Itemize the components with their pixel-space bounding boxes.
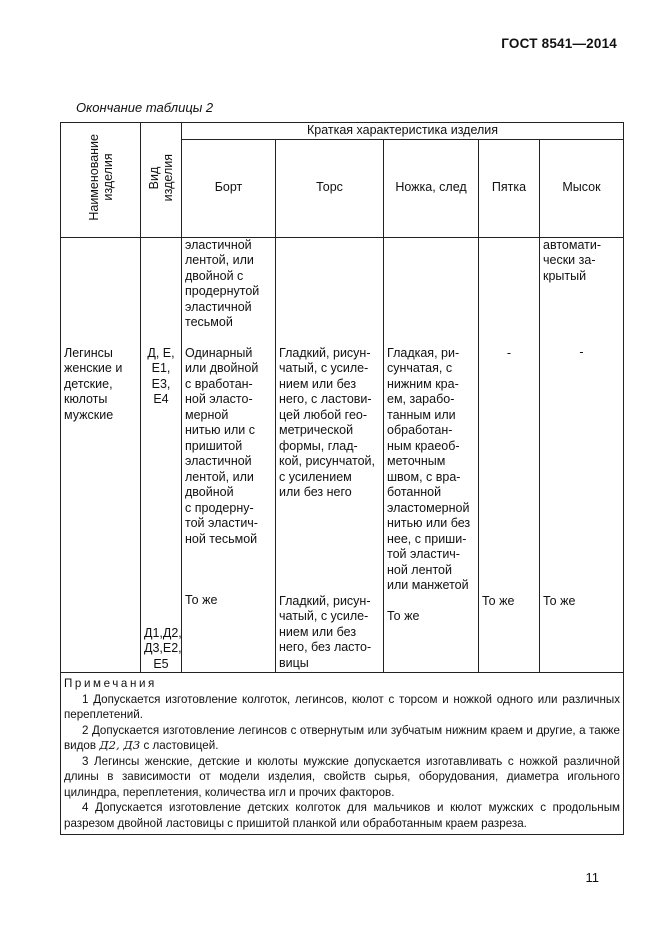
header-product-type: Вид изделия (141, 123, 182, 238)
note-1: 1 Допускается изготовление колготок, легинсов, кюлот с торсом и ножкой одного или различных переплетений. (64, 692, 621, 721)
note-2: 2 Допускается изготовление легинсов с отвернутым или зубчатым нижним краем и другие, а также видов Д2, Д3 с ластовицей. (64, 723, 621, 752)
page-number: 11 (585, 870, 599, 885)
table-notes (61, 673, 624, 835)
note-3: 3 Легинсы женские, детские и кюлоты мужские допускается изготавливать с ножкой различной длины в зависимости от модели изделия, свойств сырья, оборудования, диаметра игольного цилиндра, переплетения, количества игл и прочих факторов. (64, 754, 621, 799)
cell-name: Легинсы женские и детские, кюлоты мужские (61, 237, 141, 673)
note-2-codes: Д2, Д3 (99, 738, 141, 752)
cell-bort: эластичной лентой, или двойной с продернутой эластичной тесьмой Одинарный или двойной с вработан- ной эласто- мерной нитью или с пришитой эластичной лентой, или двойной с продерну- той эластич- ной тесьмой То же (182, 237, 276, 673)
standard-header: ГОСТ 8541—2014 (501, 36, 617, 51)
header-tors: Торс (276, 139, 384, 237)
cell-mysok: автомати- чески за- крытый - То же (540, 237, 624, 673)
cell-pyatka: - То же (479, 237, 540, 673)
header-nozhka: Ножка, след (384, 139, 479, 237)
cell-nozhka: Гладкая, ри- сунчатая, с нижним кра- ем, зарабо- танным или обработан- ным краеоб- меточным швом, с вра- ботанной эластомерной нитью или без нее, с приши- той эластич- ной лентой или манжетой То же (384, 237, 479, 673)
header-characteristics: Краткая характеристика изделия (182, 123, 624, 140)
header-mysok: Мысок (540, 139, 624, 237)
header-bort: Борт (182, 139, 276, 237)
header-product-name: Наименование изделия (61, 123, 141, 238)
table-caption: Окончание таблицы 2 (76, 100, 214, 115)
cell-tors: Гладкий, рисун- чатый, с усиле- нием или без него, с ластови- цей любой гео- метрической формы, глад- кой, рисунчатой, с усилением или без него Гладкий, рисун- чатый, с усиле- нием или без него, без ласто- вицы (276, 237, 384, 673)
product-table (60, 122, 624, 835)
notes-title: Примечания (64, 677, 157, 690)
table-row (61, 237, 624, 673)
header-pyatka: Пятка (479, 139, 540, 237)
cell-type: Д, Е, Е1, Е3, Е4 Д1,Д2, Д3,Е2, Е5 (141, 237, 182, 673)
note-4: 4 Допускается изготовление детских колготок для мальчиков и кюлот мужских с продольным разрезом двойной ластовицы с пришитой планкой или обработанным краем разреза. (64, 801, 621, 830)
